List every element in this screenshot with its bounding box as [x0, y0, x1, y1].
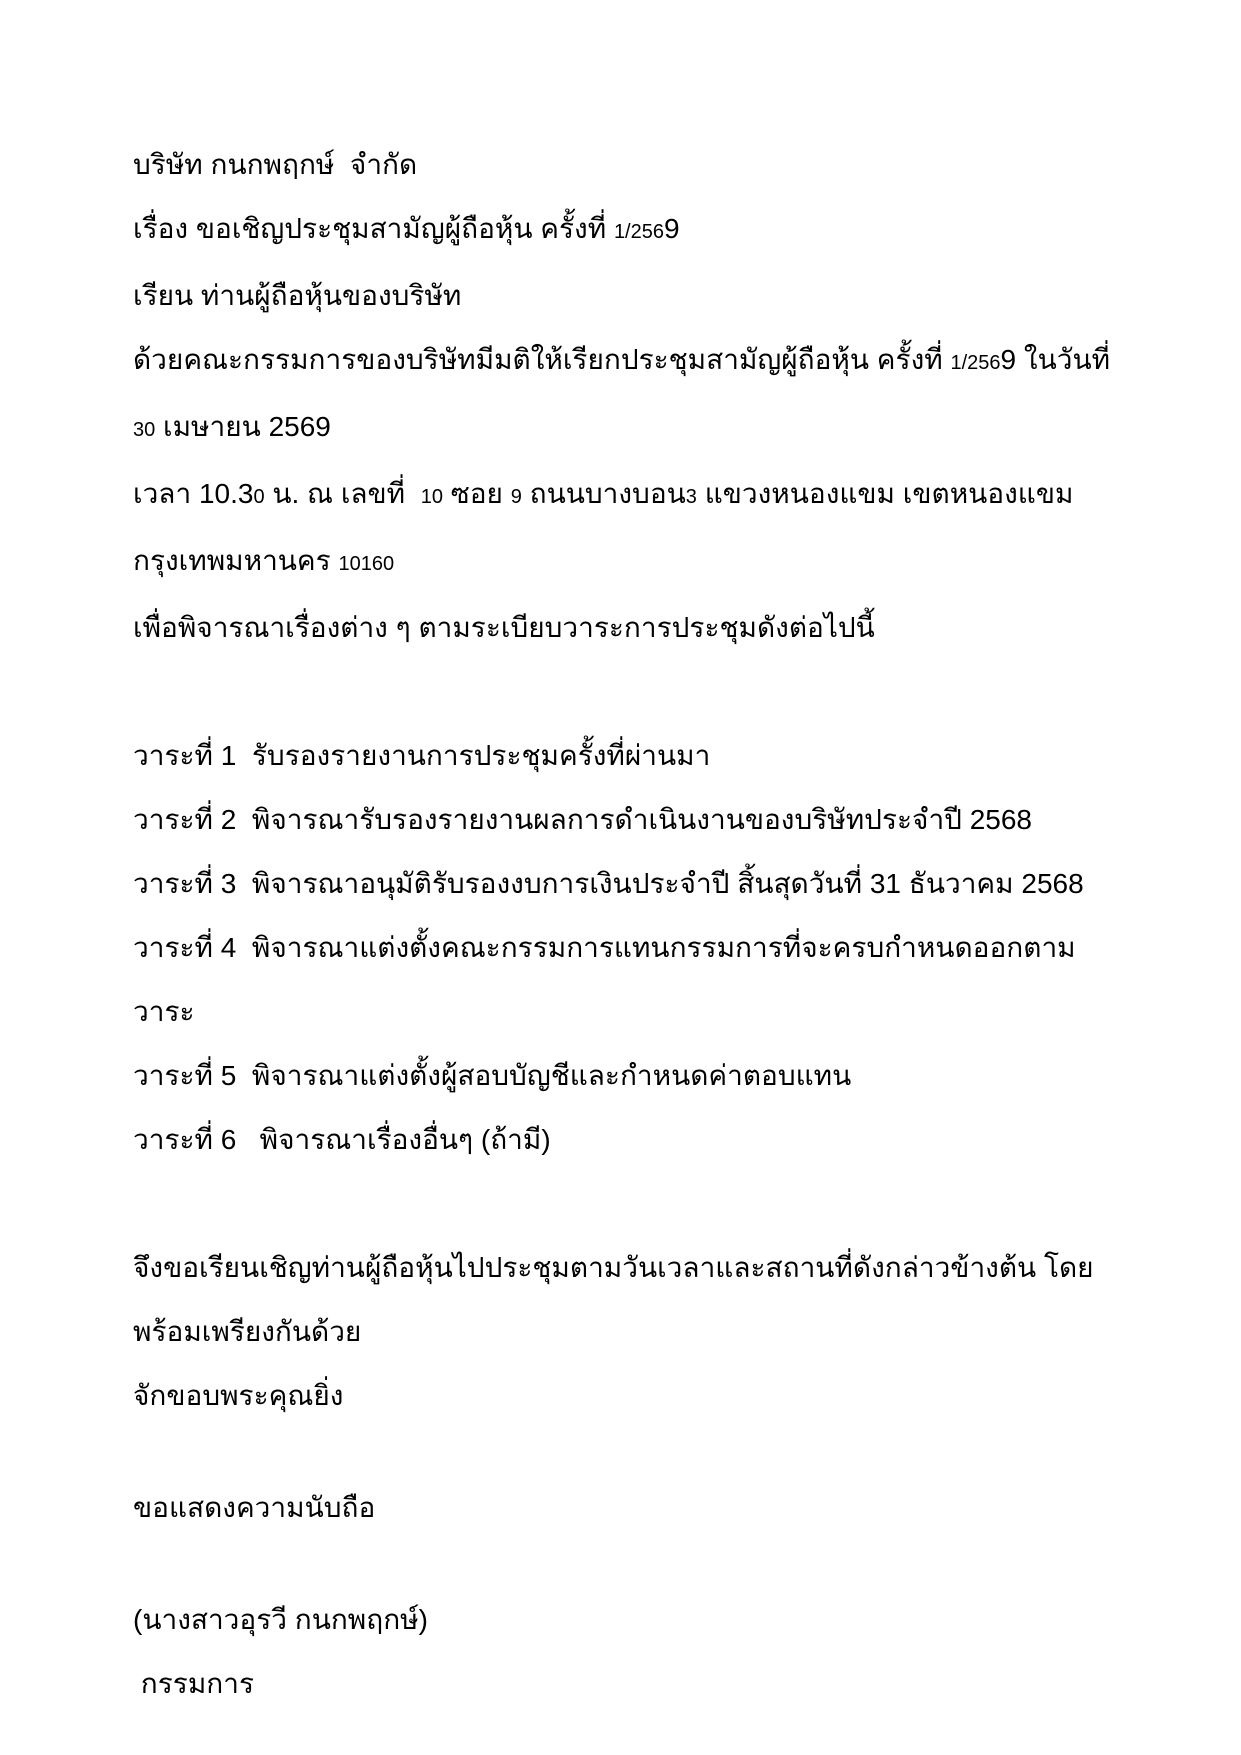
intro-line-1	[133, 328, 1136, 462]
small-digits-run: 1/256	[613, 221, 664, 243]
intro-line-3: เพื่อพิจารณาเรื่องต่าง ๆ ตามระเบียบวาระการประชุมดังต่อไปนี้	[133, 612, 875, 643]
agenda-item-5: วาระที่ 5 พิจารณาแต่งตั้งผู้สอบบัญชีและกำหนดค่าตอบแทน	[133, 1060, 852, 1091]
text-run: เวลา 10.3	[133, 478, 254, 509]
small-digits-run: 3	[685, 486, 697, 508]
text-run: เมษายน 2569	[155, 411, 331, 442]
small-digits-run: 10160	[338, 553, 395, 575]
signer-title-line: กรรมการ	[133, 1668, 254, 1699]
agenda-item-3: วาระที่ 3 พิจารณาอนุมัติรับรองงบการเงินประจำปี สิ้นสุดวันที่ 31 ธันวาคม 2568	[133, 868, 1084, 899]
agenda-item-6: วาระที่ 6 พิจารณาเรื่องอื่นๆ (ถ้ามี)	[133, 1124, 551, 1155]
signer-name-line: (นางสาวอุรวี กนกพฤกษ์)	[133, 1604, 428, 1635]
small-digits-run: 30	[133, 419, 156, 441]
small-digits-run: 10	[420, 486, 443, 508]
closing-line-1: จึงขอเรียนเชิญท่านผู้ถือหุ้นไปประชุมตามวันเวลาและสถานที่ดังกล่าวข้างต้น โดยพร้อมเพรียงกันด้วย	[133, 1252, 1094, 1347]
text-run: ในวันที่	[1016, 344, 1118, 375]
small-digits-run: 0	[253, 486, 265, 508]
text-run: แขวงหนองแขม เขตหนองแขม กรุงเทพมหานคร	[133, 478, 1082, 576]
company-name-line: บริษัท กนกพฤกษ์ จำกัด	[133, 149, 418, 180]
text-run: ด้วยคณะกรรมการของบริษัทมีมติให้เรียกประชุมสามัญผู้ถือหุ้น ครั้งที่	[133, 344, 951, 375]
text-run: ซอย	[442, 478, 511, 509]
small-digits-run: 1/256	[950, 352, 1001, 374]
regards-line: ขอแสดงความนับถือ	[133, 1492, 376, 1523]
agenda-item-2: วาระที่ 2 พิจารณารับรองรายงานผลการดำเนินงานของบริษัทประจำปี 2568	[133, 804, 1033, 835]
closing-line-2: จักขอบพระคุณยิ่ง	[133, 1380, 344, 1411]
small-digits-run: 9	[510, 486, 522, 508]
salutation-line: เรียน ท่านผู้ถือหุ้นของบริษัท	[133, 280, 462, 311]
text-run: 9	[664, 213, 680, 244]
text-run: เรื่อง ขอเชิญประชุมสามัญผู้ถือหุ้น ครั้งที่	[133, 213, 614, 244]
agenda-item-1: วาระที่ 1 รับรองรายงานการประชุมครั้งที่ผ่านมา	[133, 740, 711, 771]
intro-line-2	[133, 462, 1136, 596]
text-run: ถนนบางบอน	[521, 478, 686, 509]
text-run: 9	[1000, 344, 1017, 375]
subject-line	[133, 197, 1136, 264]
text-run: น. ณ เลขที่	[264, 478, 421, 509]
agenda-item-4: วาระที่ 4 พิจารณาแต่งตั้งคณะกรรมการแทนกรรมการที่จะครบกำหนดออกตามวาระ	[133, 932, 1076, 1027]
